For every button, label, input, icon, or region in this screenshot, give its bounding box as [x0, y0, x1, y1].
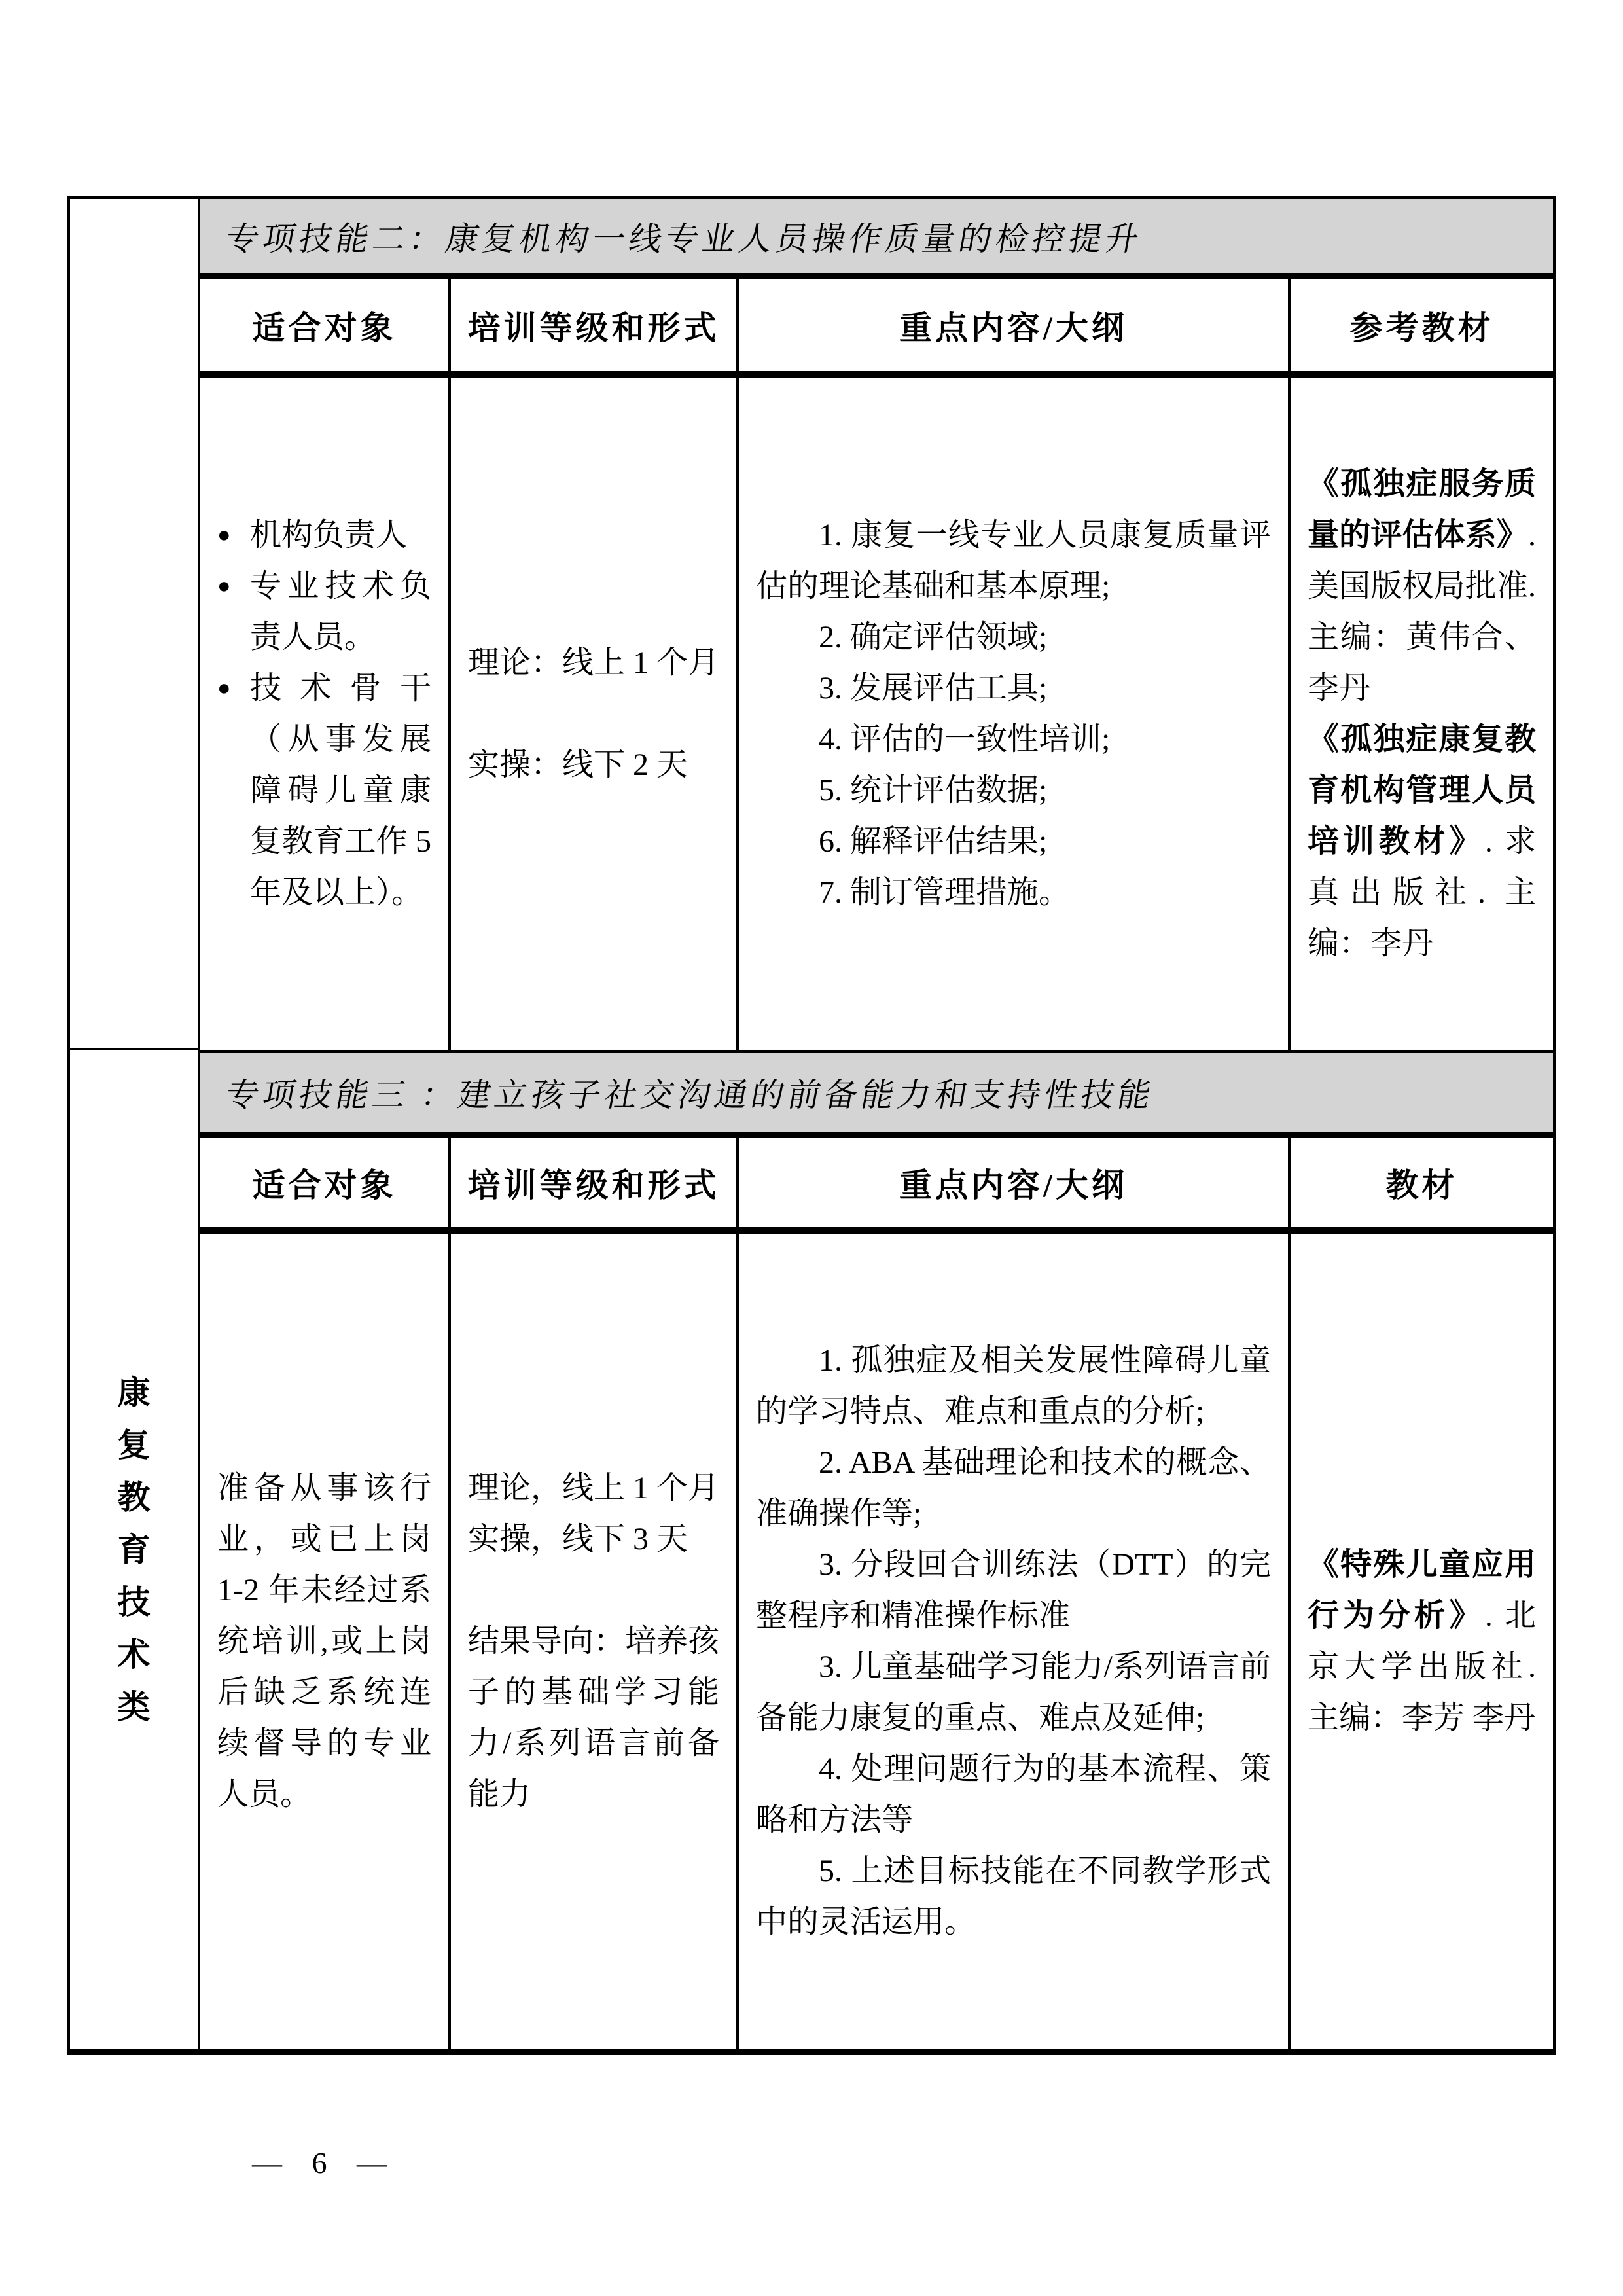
target-item: 专业技术负责人员。 [250, 569, 431, 655]
header-target: 适合对象 [200, 1138, 451, 1227]
category-cell [70, 1050, 198, 2049]
training-line: 实操：线下 2 天 [468, 747, 688, 782]
bullet-icon: ● [217, 676, 231, 700]
header-materials: 教材 [1385, 1167, 1458, 1204]
category-column [70, 199, 200, 2049]
section3-content-row [200, 1234, 1553, 2049]
list-item [217, 663, 431, 918]
section3-title: 专项技能三 ：建立孩子社交沟通的前备能力和支持性技能 [223, 1077, 1158, 1113]
book-info: . 求真出版社. 主编：李丹 [1308, 824, 1536, 961]
section2-title-band [200, 199, 1553, 279]
bullet-icon: ● [217, 574, 231, 598]
training-line: 理论，线上 1 个月 [468, 1470, 720, 1505]
header-target: 适合对象 [200, 279, 451, 371]
target-item: 机构负责人 [250, 518, 408, 552]
book-title: 《特殊儿童应用行为分析》 [1308, 1547, 1536, 1633]
table-main [200, 199, 1553, 2049]
header-outline: 重点内容/大纲 [739, 1138, 1291, 1227]
book-info: . 北京大学出版社. 主编：李芳 李丹 [1308, 1598, 1536, 1735]
materials-cell [1291, 1234, 1553, 2049]
section2-header-row [200, 279, 1553, 378]
section2-title: 专项技能二：康复机构一线专业人员操作质量的检控提升 [223, 220, 1146, 257]
book-info: . 美国版权局批准. 主编：黄伟合、李丹 [1308, 518, 1536, 706]
outline-item: 5. 统计评估数据; [819, 773, 1048, 808]
material-entry [1308, 714, 1536, 969]
target-item: 技术骨干（从事发展障碍儿童康复教育工作 5 年及以上）。 [250, 671, 431, 910]
outline-item: 3. 发展评估工具; [819, 671, 1048, 706]
material-entry [1308, 1539, 1536, 1744]
outline-item: 2. 确定评估领域; [819, 620, 1048, 655]
outline-item: 3. 分段回合训练法（DTT）的完整程序和精准操作标准 [756, 1547, 1271, 1633]
training-line: 理论：线上 1 个月 [468, 645, 720, 680]
book-title: 《孤独症服务质量的评估体系》 [1308, 467, 1536, 552]
target-cell [200, 1234, 451, 2049]
book-title: 《孤独症康复教育机构管理人员培训教材》 [1308, 722, 1536, 859]
section3-header-row [200, 1138, 1553, 1234]
header-training: 培训等级和形式 [451, 1138, 739, 1227]
training-table [67, 196, 1556, 2055]
list-item [217, 561, 431, 663]
header-materials: 参考教材 [1349, 310, 1494, 346]
outline-item: 5. 上述目标技能在不同教学形式中的灵活运用。 [756, 1853, 1271, 1939]
training-line: 实操，线下 3 天 [468, 1521, 688, 1556]
bullet-icon: ● [217, 523, 231, 547]
header-training: 培训等级和形式 [451, 279, 739, 371]
outline-item: 6. 解释评估结果; [819, 824, 1048, 859]
outline-item: 4. 处理问题行为的基本流程、策略和方法等 [756, 1751, 1271, 1837]
training-cell [451, 1234, 739, 2049]
target-cell [200, 378, 451, 1050]
outline-item: 1. 康复一线专业人员康复质量评估的理论基础和基本原理; [756, 518, 1271, 603]
outline-cell [739, 1234, 1291, 2049]
outline-item: 3. 儿童基础学习能力/系列语言前备能力康复的重点、难点及延伸; [756, 1649, 1271, 1735]
material-entry [1308, 459, 1536, 714]
outline-cell [739, 378, 1291, 1050]
target-text: 准备从事该行业，或已上岗 1-2 年未经过系统培训,或上岗后缺乏系统连续督导的专业人员。 [217, 1470, 431, 1812]
training-goal: 结果导向：培养孩子的基础学习能力/系列语言前备能力 [468, 1623, 720, 1812]
list-item [217, 510, 431, 561]
outline-item: 1. 孤独症及相关发展性障碍儿童的学习特点、难点和重点的分析; [756, 1342, 1271, 1429]
header-outline: 重点内容/大纲 [739, 279, 1291, 371]
section3-title-band [200, 1053, 1553, 1138]
category-empty-cell [70, 199, 198, 1050]
section2-content-row [200, 378, 1553, 1053]
outline-item: 4. 评估的一致性培训; [819, 722, 1111, 757]
outline-item: 7. 制订管理措施。 [819, 875, 1071, 910]
page-number: — 6 — [252, 2146, 388, 2179]
training-cell [451, 378, 739, 1050]
materials-cell [1291, 378, 1553, 1050]
outline-item: 2. ABA 基础理论和技术的概念、准确操作等; [756, 1444, 1271, 1531]
category-label: 康复教育技术类 [117, 1374, 151, 1725]
